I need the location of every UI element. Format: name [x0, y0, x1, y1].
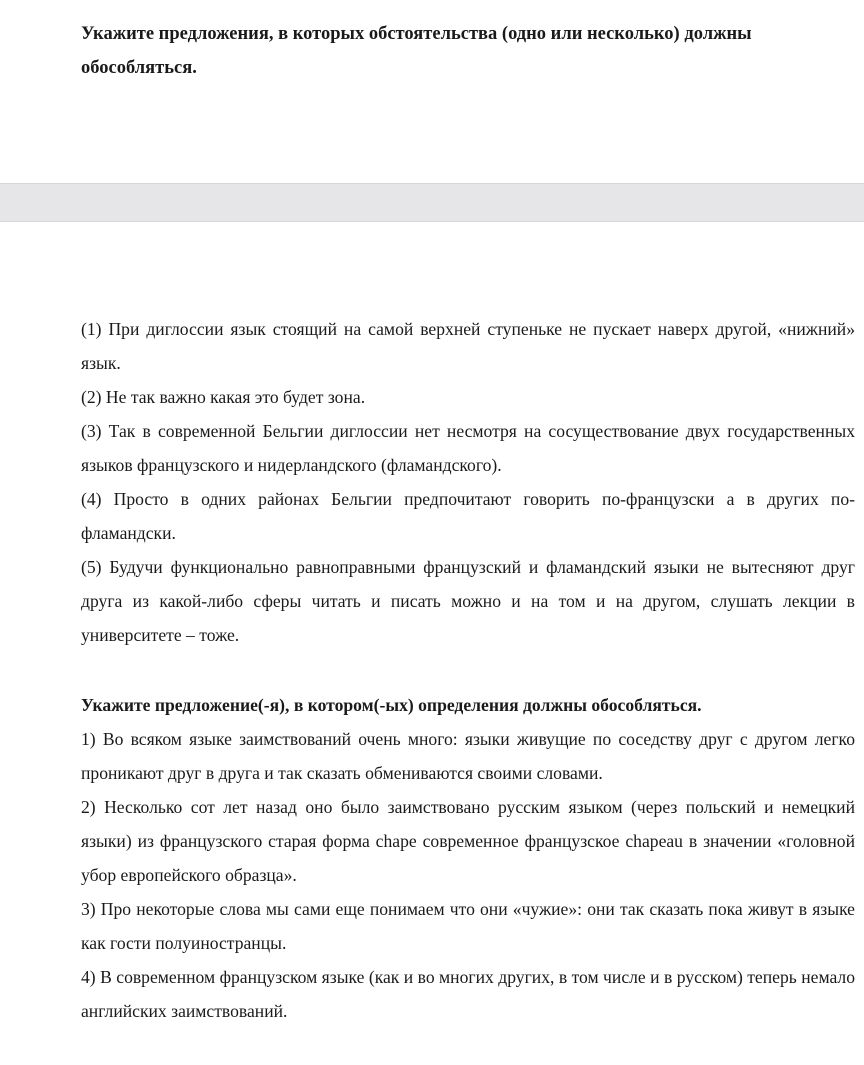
sentences-block-2 [81, 688, 855, 1028]
sentence: 1) Во всяком языке заимствований очень много: языки живущие по соседству друг с другом легко проникают друг в друга и так сказать обмениваются своими словами. [81, 729, 855, 783]
sentence: (5) Будучи функционально равноправными французский и фламандский языки не вытесняют друг друга из какой-либо сферы читать и писать можно и на том и на другом, слушать лекции в университете – тоже. [81, 557, 855, 645]
sentence: 2) Несколько сот лет назад оно было заимствовано русским языком (через польский и немецкий языки) из французского старая форма chape современное французское chapeau в значении «головной убор европейского образца». [81, 797, 855, 885]
sentence: 3) Про некоторые слова мы сами еще понимаем что они «чужие»: они так сказать пока живут в языке как гости полуиностранцы. [81, 899, 855, 953]
page-top [0, 0, 864, 183]
sentences-block-1 [81, 312, 855, 652]
sentence: (1) При диглоссии язык стоящий на самой верхней ступеньке не пускает наверх другой, «нижний» язык. [81, 319, 855, 373]
task1-heading: Укажите предложения, в которых обстоятельства (одно или несколько) должны обособляться. [81, 24, 752, 78]
sentence: (2) Не так важно какая это будет зона. [81, 387, 366, 407]
sentence: 4) В современном французском языке (как и во многих других, в том числе и в русском) теперь немало английских заимствований. [81, 967, 855, 1021]
page-break-gap [0, 183, 864, 222]
sentence: (4) Просто в одних районах Бельгии предпочитают говорить по-французски а в других по-фламандски. [81, 489, 855, 543]
task2-heading: Укажите предложение(-я), в котором(-ых) определения должны обособляться. [81, 695, 702, 715]
sentence: (3) Так в современной Бельгии диглоссии нет несмотря на сосуществование двух государственных языков французского и нидерландского (фламандского). [81, 421, 855, 475]
